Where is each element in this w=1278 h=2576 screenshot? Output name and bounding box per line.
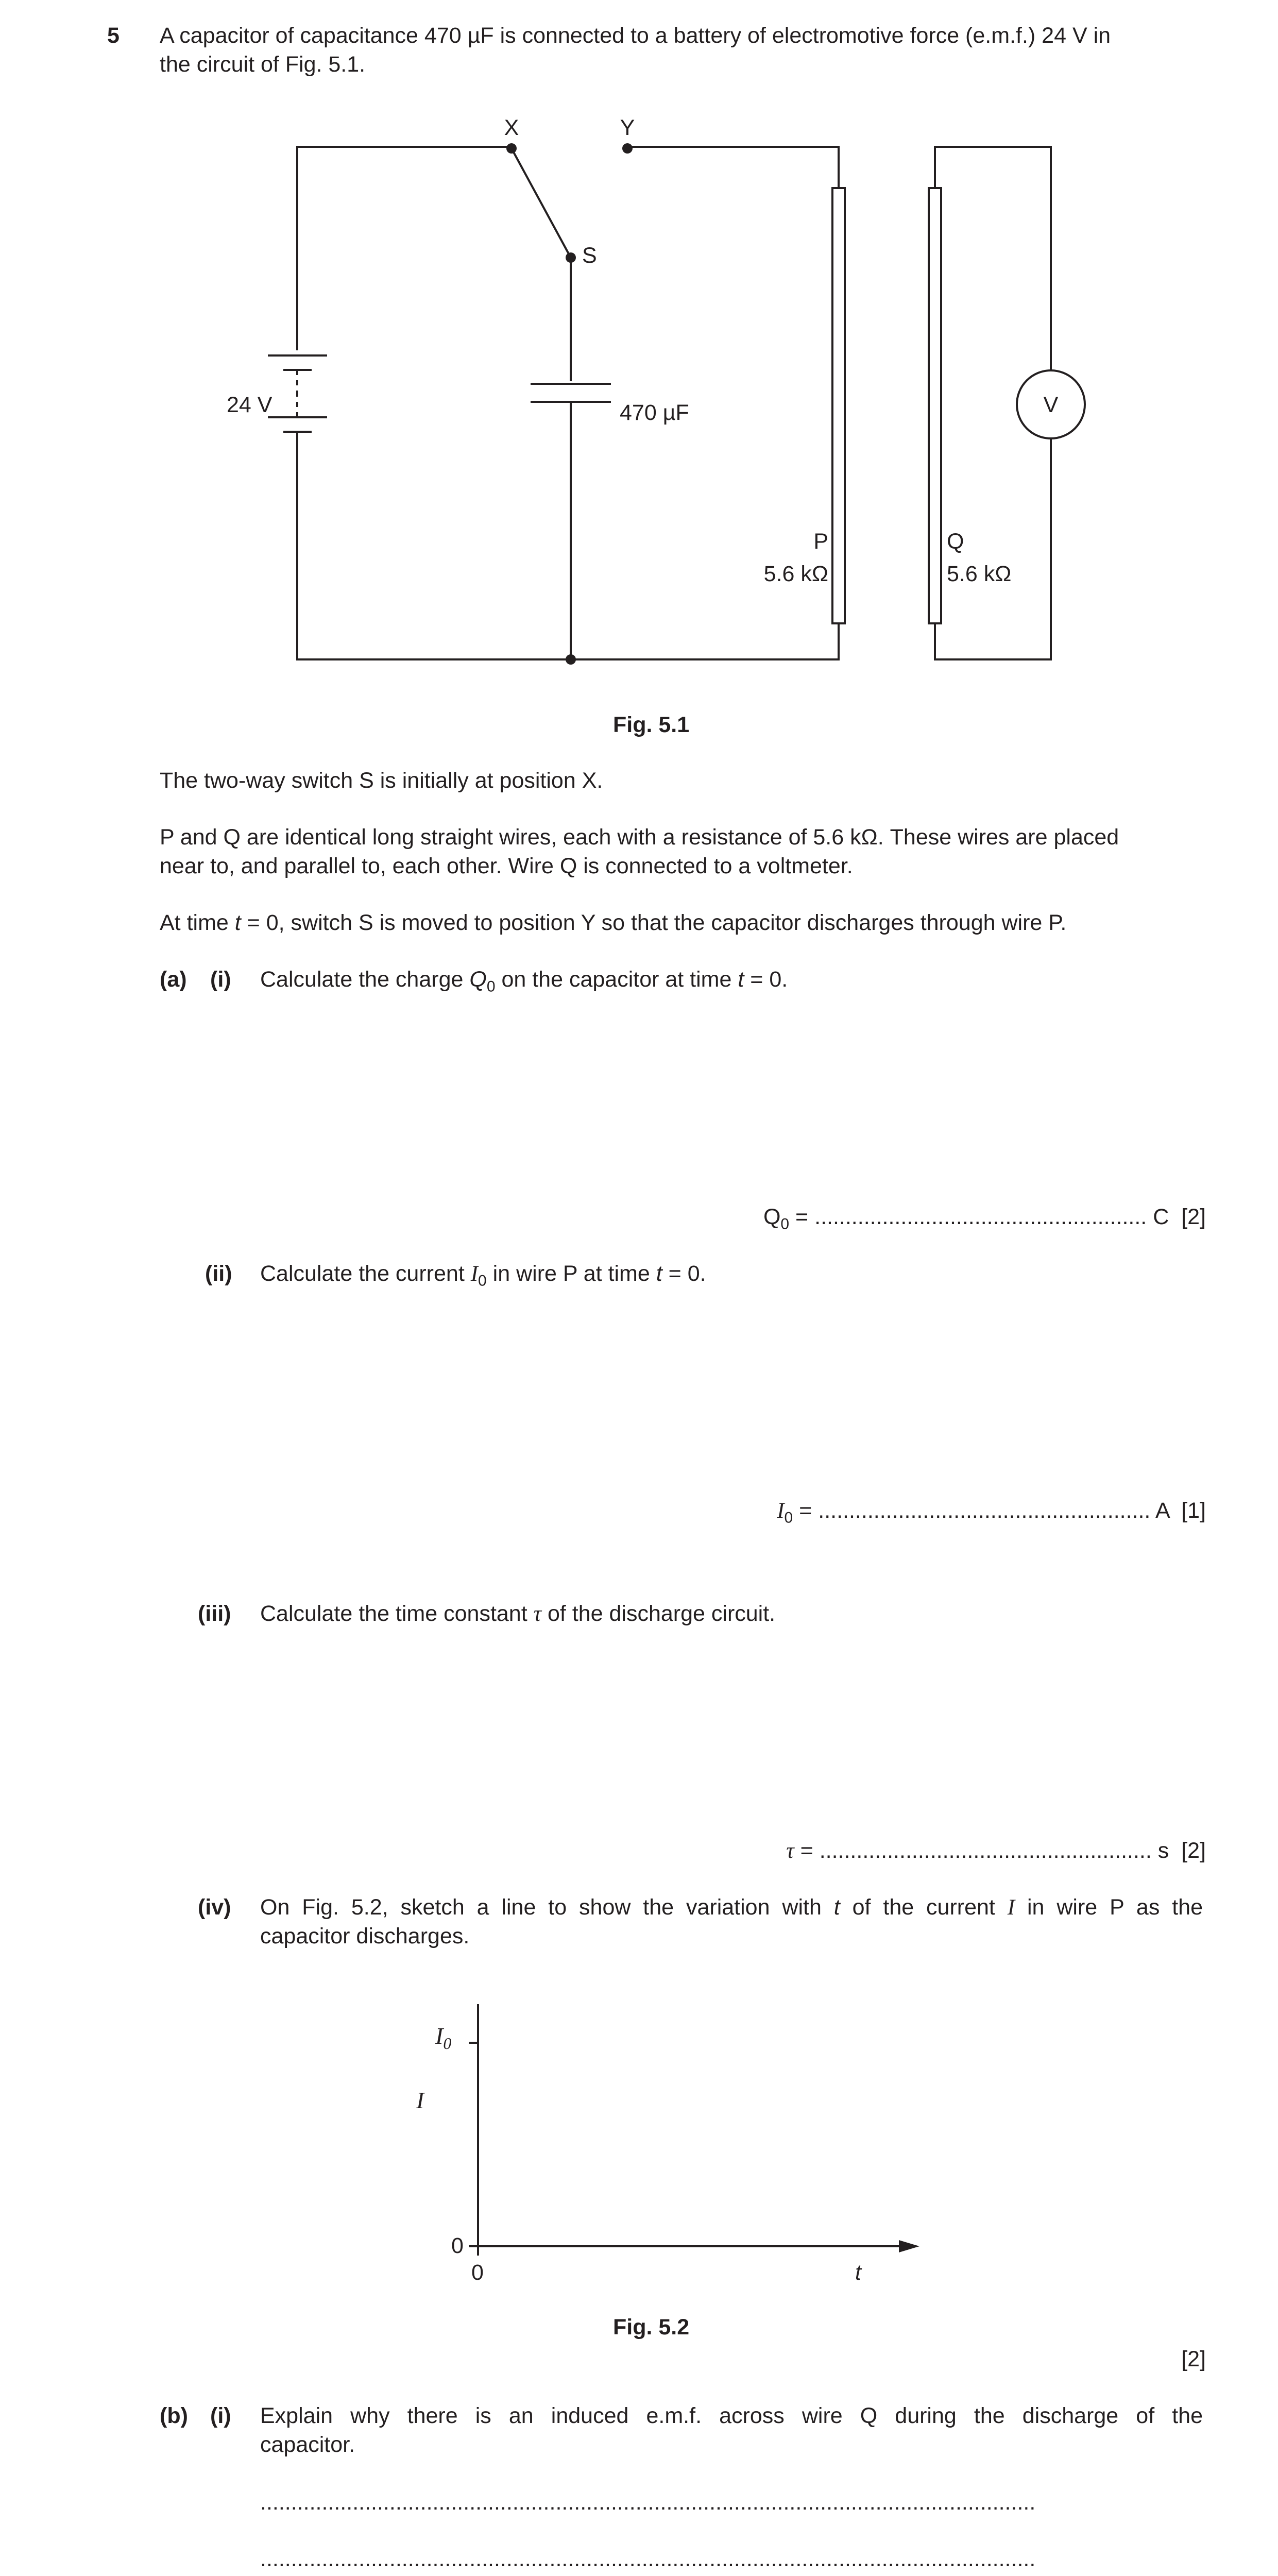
- wire-p-rod: [832, 188, 845, 623]
- wire-q-rod: [929, 188, 941, 623]
- question-number: 5: [107, 23, 120, 48]
- part-a-i-answer-line[interactable]: $Q_0$ = ...................................................... C [2]: [763, 1205, 1206, 1233]
- paragraph-discharge: At time t = 0, switch S is moved to position Y so that the capacitor discharges through wire P.: [160, 910, 1067, 935]
- fig52-caption: Fig. 5.2: [613, 2315, 690, 2340]
- part-a-iv-label: (iv): [198, 1895, 231, 1920]
- wire-q-top: [935, 147, 1051, 371]
- part-b-i-question-line2: capacitor.: [260, 2432, 355, 2457]
- voltmeter-label: V: [1043, 393, 1059, 417]
- fig52-y-axis-label: I: [416, 2087, 424, 2113]
- answer-line-2[interactable]: ..............................................................................................................................: [260, 2547, 1036, 2571]
- marks: [1]: [1181, 1498, 1206, 1523]
- fig51-caption: Fig. 5.1: [613, 713, 690, 737]
- marks: [2]: [1181, 1838, 1206, 1863]
- part-a-iii-answer-line[interactable]: τ = ...................................................... s [2]: [786, 1838, 1206, 1863]
- part-a-i-question: Calculate the charge $Q_0$ on the capacitor at time t = 0.: [260, 967, 788, 995]
- circuit-diagram: [0, 0, 1278, 721]
- label-wire-p-resistance: 5.6 kΩ: [763, 562, 828, 586]
- part-a-ii-question: Calculate the current $I_0$ in wire P at time t = 0.: [260, 1261, 706, 1290]
- part-b-i-question-line1: Explain why there is an induced e.m.f. across wire Q during the discharge of the: [260, 2403, 1203, 2428]
- wire-bottom: [297, 432, 839, 659]
- part-a-iii-question: Calculate the time constant τ of the discharge circuit.: [260, 1601, 776, 1626]
- part-a-iii-label: (iii): [198, 1601, 231, 1626]
- part-a-ii-answer-line[interactable]: $I_0$ = ...................................................... A [1]: [777, 1498, 1206, 1527]
- answer-line-1[interactable]: ..............................................................................................................................: [260, 2490, 1036, 2515]
- marks: [2]: [1181, 1205, 1206, 1229]
- fig52-origin-x: 0: [471, 2260, 484, 2285]
- fig52-x-arrow: [899, 2240, 919, 2252]
- label-wire-q-resistance: 5.6 kΩ: [947, 562, 1012, 586]
- label-s: S: [582, 243, 597, 268]
- wire-y-to-p: [627, 147, 839, 188]
- part-a-iv-question-line1: On Fig. 5.2, sketch a line to show the variation with t of the current I in wire P as the: [260, 1895, 1203, 1920]
- label-battery-emf: 24 V: [227, 393, 272, 417]
- answer-dots: ......................................................: [818, 1498, 1151, 1523]
- question-intro-line2: the circuit of Fig. 5.1.: [160, 52, 366, 77]
- fig52-origin-y: 0: [451, 2233, 464, 2258]
- part-a-label: (a): [160, 967, 187, 992]
- part-a-iv-marks: [2]: [1181, 2347, 1206, 2371]
- part-a-ii-label: (ii): [205, 1261, 232, 1286]
- label-y: Y: [620, 115, 635, 140]
- fig52-y-tick-label: $I_0$: [435, 2023, 452, 2053]
- wire-top-left: [297, 147, 510, 350]
- question-intro-line1: A capacitor of capacitance 470 µF is connected to a battery of electromotive force (e.m.f.) 24 V in: [160, 23, 1111, 48]
- answer-dots: ......................................................: [819, 1838, 1152, 1863]
- paragraph-wires-line1: P and Q are identical long straight wires, each with a resistance of 5.6 kΩ. These wires are placed: [160, 825, 1119, 850]
- terminal-x-dot: [506, 143, 517, 154]
- label-x: X: [504, 115, 519, 140]
- part-b-i-label: (i): [210, 2403, 231, 2428]
- part-a-iv-question-line2: capacitor discharges.: [260, 1924, 470, 1948]
- paragraph-switch-initial: The two-way switch S is initially at position X.: [160, 768, 603, 793]
- label-wire-p: P: [813, 529, 828, 554]
- terminal-y-dot: [622, 143, 633, 154]
- fig52-x-axis-label: t: [855, 2260, 861, 2285]
- part-a-i-label: (i): [210, 967, 231, 992]
- label-wire-q: Q: [947, 529, 964, 554]
- label-capacitance: 470 µF: [620, 400, 689, 425]
- terminal-s-dot: [566, 252, 576, 263]
- answer-dots: ......................................................: [814, 1205, 1147, 1229]
- junction-dot: [566, 654, 576, 665]
- part-b-label: (b): [160, 2403, 188, 2428]
- switch-lever: [512, 148, 571, 258]
- paragraph-wires-line2: near to, and parallel to, each other. Wire Q is connected to a voltmeter.: [160, 854, 853, 878]
